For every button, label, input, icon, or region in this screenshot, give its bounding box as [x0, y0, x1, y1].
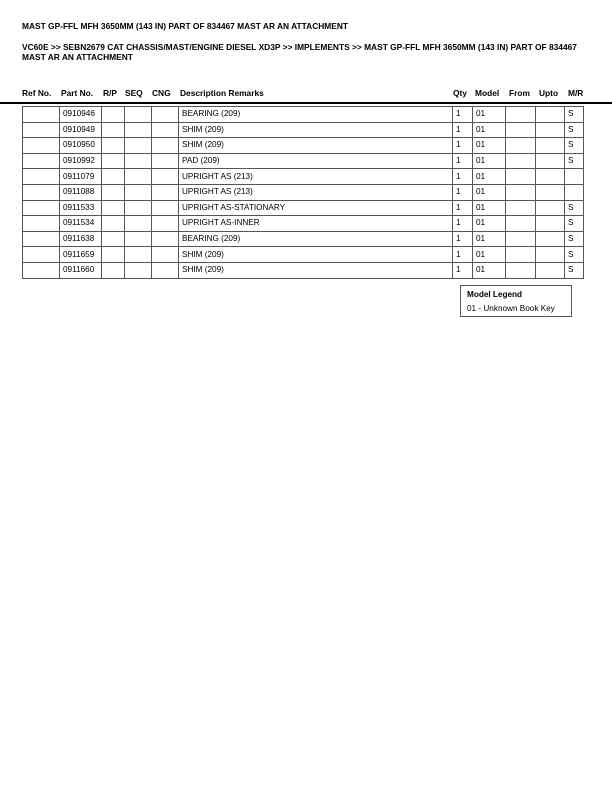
cell-seq	[125, 169, 152, 185]
cell-rp	[102, 262, 125, 278]
cell-mr: S	[565, 200, 584, 216]
cell-cng	[152, 107, 179, 123]
table-row	[23, 200, 584, 216]
cell-rp	[102, 231, 125, 247]
cell-rp	[102, 169, 125, 185]
cell-ref-no	[23, 122, 60, 138]
cell-seq	[125, 153, 152, 169]
cell-qty: 1	[453, 122, 473, 138]
cell-qty: 1	[453, 200, 473, 216]
cell-description: SHIM (209)	[179, 122, 453, 138]
cell-from	[506, 153, 536, 169]
cell-ref-no	[23, 262, 60, 278]
cell-rp	[102, 122, 125, 138]
cell-from	[506, 184, 536, 200]
cell-upto	[536, 122, 565, 138]
cell-ref-no	[23, 247, 60, 263]
cell-description: BEARING (209)	[179, 231, 453, 247]
cell-description: SHIM (209)	[179, 247, 453, 263]
table-row	[23, 138, 584, 154]
cell-part-no: 0911638	[60, 231, 102, 247]
cell-from	[506, 231, 536, 247]
table-header	[22, 88, 590, 100]
cell-upto	[536, 262, 565, 278]
cell-model: 01	[473, 184, 506, 200]
cell-model: 01	[473, 216, 506, 232]
cell-upto	[536, 184, 565, 200]
cell-upto	[536, 247, 565, 263]
cell-qty: 1	[453, 138, 473, 154]
cell-description: UPRIGHT AS-INNER	[179, 216, 453, 232]
header-model: Model	[475, 88, 500, 98]
cell-from	[506, 200, 536, 216]
cell-rp	[102, 138, 125, 154]
cell-part-no: 0910946	[60, 107, 102, 123]
table-row	[23, 107, 584, 123]
cell-part-no: 0910949	[60, 122, 102, 138]
cell-ref-no	[23, 107, 60, 123]
model-legend-item: 01 - Unknown Book Key	[467, 304, 555, 313]
cell-part-no: 0911088	[60, 184, 102, 200]
cell-mr: S	[565, 153, 584, 169]
cell-description: SHIM (209)	[179, 262, 453, 278]
cell-mr	[565, 169, 584, 185]
cell-part-no: 0911533	[60, 200, 102, 216]
cell-qty: 1	[453, 184, 473, 200]
cell-mr: S	[565, 138, 584, 154]
table-row	[23, 231, 584, 247]
cell-upto	[536, 169, 565, 185]
cell-ref-no	[23, 184, 60, 200]
cell-ref-no	[23, 231, 60, 247]
cell-model: 01	[473, 122, 506, 138]
cell-from	[506, 216, 536, 232]
cell-description: UPRIGHT AS (213)	[179, 184, 453, 200]
table-row	[23, 216, 584, 232]
cell-description: BEARING (209)	[179, 107, 453, 123]
cell-upto	[536, 107, 565, 123]
header-qty: Qty	[453, 88, 467, 98]
cell-model: 01	[473, 138, 506, 154]
cell-upto	[536, 231, 565, 247]
document-title: MAST GP-FFL MFH 3650MM (143 IN) PART OF 834467 MAST AR AN ATTACHMENT	[22, 21, 349, 31]
cell-cng	[152, 122, 179, 138]
cell-description: UPRIGHT AS-STATIONARY	[179, 200, 453, 216]
breadcrumb: VC60E >> SEBN2679 CAT CHASSIS/MAST/ENGINE DIESEL XD3P >> IMPLEMENTS >> MAST GP-FFL MFH 3650MM (143 IN) PART OF 834467 MAST AR AN ATTACHMENT	[22, 42, 577, 62]
cell-seq	[125, 138, 152, 154]
table-row	[23, 153, 584, 169]
header-description: Description Remarks	[180, 88, 264, 98]
cell-from	[506, 169, 536, 185]
cell-rp	[102, 153, 125, 169]
cell-mr: S	[565, 262, 584, 278]
cell-description: SHIM (209)	[179, 138, 453, 154]
header-from: From	[509, 88, 530, 98]
cell-part-no: 0911534	[60, 216, 102, 232]
table-row	[23, 122, 584, 138]
cell-from	[506, 247, 536, 263]
header-divider	[0, 102, 612, 104]
cell-qty: 1	[453, 262, 473, 278]
cell-mr: S	[565, 216, 584, 232]
cell-qty: 1	[453, 153, 473, 169]
cell-seq	[125, 107, 152, 123]
cell-model: 01	[473, 231, 506, 247]
cell-rp	[102, 216, 125, 232]
cell-qty: 1	[453, 231, 473, 247]
header-seq: SEQ	[125, 88, 143, 98]
cell-cng	[152, 231, 179, 247]
cell-description: UPRIGHT AS (213)	[179, 169, 453, 185]
cell-cng	[152, 169, 179, 185]
cell-ref-no	[23, 169, 60, 185]
cell-from	[506, 107, 536, 123]
cell-rp	[102, 184, 125, 200]
cell-qty: 1	[453, 216, 473, 232]
header-rp: R/P	[103, 88, 117, 98]
cell-from	[506, 138, 536, 154]
model-legend-title: Model Legend	[467, 290, 523, 299]
cell-model: 01	[473, 169, 506, 185]
cell-ref-no	[23, 138, 60, 154]
header-part-no: Part No.	[61, 88, 94, 98]
cell-part-no: 0911079	[60, 169, 102, 185]
cell-model: 01	[473, 262, 506, 278]
cell-qty: 1	[453, 107, 473, 123]
cell-seq	[125, 184, 152, 200]
cell-seq	[125, 200, 152, 216]
cell-seq	[125, 262, 152, 278]
cell-part-no: 0911660	[60, 262, 102, 278]
cell-upto	[536, 153, 565, 169]
cell-description: PAD (209)	[179, 153, 453, 169]
cell-seq	[125, 122, 152, 138]
cell-qty: 1	[453, 169, 473, 185]
cell-mr: S	[565, 107, 584, 123]
cell-model: 01	[473, 200, 506, 216]
cell-part-no: 0910992	[60, 153, 102, 169]
table-row	[23, 169, 584, 185]
cell-part-no: 0910950	[60, 138, 102, 154]
cell-mr: S	[565, 122, 584, 138]
parts-table	[22, 106, 584, 279]
cell-cng	[152, 247, 179, 263]
cell-upto	[536, 216, 565, 232]
header-upto: Upto	[539, 88, 559, 98]
cell-seq	[125, 231, 152, 247]
table-row	[23, 247, 584, 263]
header-cng: CNG	[152, 88, 171, 98]
cell-cng	[152, 184, 179, 200]
cell-rp	[102, 107, 125, 123]
cell-seq	[125, 247, 152, 263]
cell-ref-no	[23, 200, 60, 216]
cell-mr	[565, 184, 584, 200]
header-mr: M/R	[568, 88, 584, 98]
table-row	[23, 262, 584, 278]
cell-rp	[102, 247, 125, 263]
cell-mr: S	[565, 231, 584, 247]
cell-seq	[125, 216, 152, 232]
cell-cng	[152, 200, 179, 216]
cell-part-no: 0911659	[60, 247, 102, 263]
cell-cng	[152, 153, 179, 169]
cell-upto	[536, 138, 565, 154]
cell-qty: 1	[453, 247, 473, 263]
cell-model: 01	[473, 247, 506, 263]
cell-model: 01	[473, 107, 506, 123]
cell-rp	[102, 200, 125, 216]
cell-from	[506, 262, 536, 278]
table-row	[23, 184, 584, 200]
cell-upto	[536, 200, 565, 216]
model-legend	[460, 285, 572, 317]
header-ref-no: Ref No.	[22, 88, 52, 98]
cell-mr: S	[565, 247, 584, 263]
cell-ref-no	[23, 216, 60, 232]
cell-model: 01	[473, 153, 506, 169]
cell-cng	[152, 138, 179, 154]
cell-from	[506, 122, 536, 138]
cell-ref-no	[23, 153, 60, 169]
cell-cng	[152, 216, 179, 232]
cell-cng	[152, 262, 179, 278]
